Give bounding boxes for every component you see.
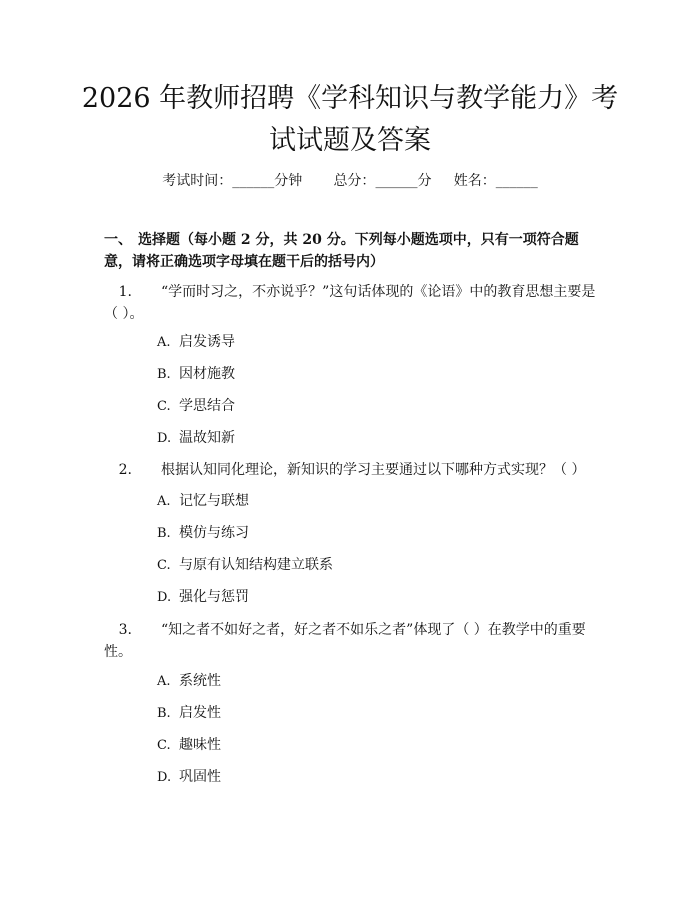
- option-text: 温故知新: [179, 430, 235, 446]
- option-text: 启发诱导: [179, 334, 235, 350]
- option-3d: [157, 767, 221, 788]
- option-text: 学思结合: [179, 398, 235, 414]
- option-2d: [157, 587, 249, 608]
- option-2c: [157, 555, 333, 576]
- option-text: 趣味性: [179, 737, 221, 753]
- option-letter: D.: [157, 770, 172, 785]
- option-2a: [157, 491, 249, 512]
- time-label: 考试时间：: [162, 173, 233, 189]
- title-line-1: 2026 年教师招聘《学科知识与教学能力》考: [81, 83, 619, 114]
- option-1a: [157, 332, 235, 353]
- option-text: 系统性: [179, 673, 221, 689]
- section-number: 一、: [104, 232, 132, 248]
- option-letter: A.: [157, 494, 171, 509]
- option-text: 强化与惩罚: [179, 589, 249, 605]
- time-blank: ______: [232, 173, 275, 189]
- question-number: 3.: [118, 622, 132, 638]
- option-text: 因材施教: [179, 366, 235, 382]
- name-label: 姓名：: [453, 173, 496, 189]
- option-text: 与原有认知结构建立联系: [179, 557, 333, 573]
- name-blank: ______: [495, 173, 538, 189]
- option-3b: [157, 703, 221, 724]
- option-3c: [157, 735, 221, 756]
- option-1c: [157, 396, 235, 417]
- option-letter: B.: [157, 526, 171, 541]
- question-number: 2.: [118, 462, 132, 478]
- option-letter: A.: [157, 335, 171, 350]
- option-letter: C.: [157, 399, 171, 414]
- option-letter: C.: [157, 738, 171, 753]
- option-letter: B.: [157, 367, 171, 382]
- option-text: 模仿与练习: [179, 525, 249, 541]
- option-letter: A.: [157, 674, 171, 689]
- option-letter: D.: [157, 431, 172, 446]
- section-heading: [104, 229, 604, 273]
- title-line-2: 试试题及答案: [269, 125, 431, 156]
- question-stem: “学而时习之，不亦说乎？”这句话体现的《论语》中的教育思想主要是（ ）。: [104, 284, 596, 322]
- option-text: 巩固性: [179, 769, 221, 785]
- question-2: [104, 459, 604, 481]
- question-stem: “知之者不如好之者，好之者不如乐之者”体现了（ ）在教学中的重要性。: [104, 622, 586, 660]
- page-title: [60, 78, 640, 162]
- score-unit: 分: [417, 173, 432, 189]
- section-text: 选择题（每小题 2 分，共 20 分。下列每小题选项中，只有一项符合题意，请将正确选项字母填在题干后的括号内）: [104, 232, 579, 270]
- score-blank: ______: [375, 173, 418, 189]
- option-letter: C.: [157, 558, 171, 573]
- question-number: 1.: [118, 284, 132, 300]
- score-label: 总分：: [333, 173, 376, 189]
- option-text: 记忆与联想: [179, 493, 249, 509]
- option-1d: [157, 428, 235, 449]
- time-unit: 分钟: [274, 173, 303, 189]
- option-letter: B.: [157, 706, 171, 721]
- option-text: 启发性: [179, 705, 221, 721]
- option-letter: D.: [157, 590, 172, 605]
- question-stem: 根据认知同化理论，新知识的学习主要通过以下哪种方式实现？（ ）: [161, 462, 586, 478]
- option-3a: [157, 671, 221, 692]
- question-3: [104, 619, 604, 663]
- option-2b: [157, 523, 249, 544]
- exam-meta: [0, 170, 700, 190]
- option-1b: [157, 364, 235, 385]
- question-1: [104, 281, 604, 325]
